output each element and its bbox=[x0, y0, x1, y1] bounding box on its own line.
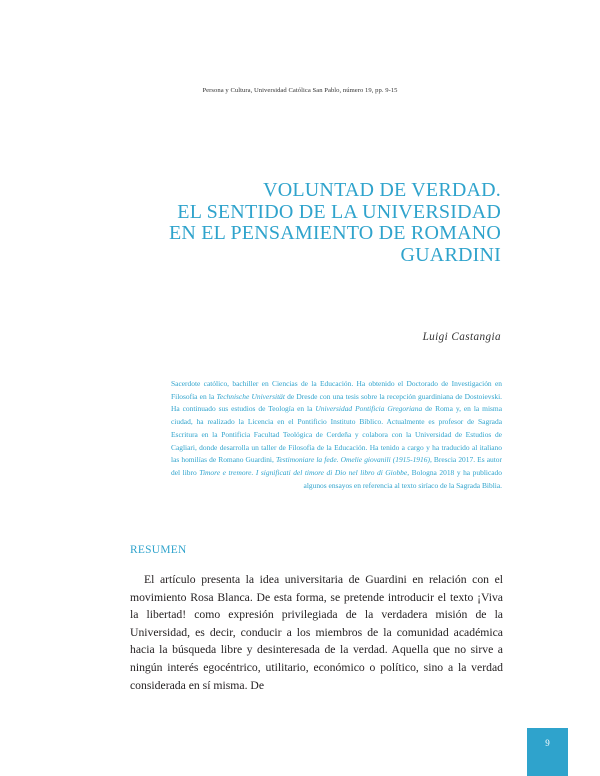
article-title bbox=[81, 180, 501, 266]
title-line-1: VOLUNTAD DE VERDAD. bbox=[263, 179, 501, 201]
bio-text-4: , Brescia 2017. Es autor del libro bbox=[171, 455, 502, 477]
title-line-3: EN EL PENSAMIENTO DE ROMANO bbox=[168, 222, 501, 244]
abstract-text: El artículo presenta la idea universitaria de Guardini en relación con el movimiento Rosa Blanca. De esta forma, se pretende introducir el texto ¡Viva la libertad! como expresión privilegiada de la verdadera misión de la Universidad, es decir, conducir a los miembros de la comunidad académica hacia la búsqueda libre y desinteresada de la verdad. Aquella que no sirve a ningún interés egocéntrico, utilitario, económico o político, sino a la verdad considerada en sí misma. De bbox=[130, 573, 503, 692]
bio-university-dresden: Technische Universität bbox=[216, 391, 285, 401]
running-header: Persona y Cultura, Universidad Católica San Pablo, número 19, pp. 9-15 bbox=[202, 87, 398, 94]
abstract-heading: RESUMEN bbox=[130, 544, 187, 556]
page-number: 9 bbox=[545, 738, 550, 748]
author-name: Luigi Castangia bbox=[422, 331, 501, 343]
bio-text-1: Sacerdote católico, bachiller en Ciencias de la Educación. Ha obtenido el Doctorado de Investigación en Filosofía en la bbox=[171, 379, 502, 401]
bio-text-3: de Roma y, en la misma ciudad, ha realizado la Licencia en el Pontificio Instituto Bíblico. Actualmente es profesor de Sagrada Escritura en la Pontificia Facultad Teológica de Cerdeña y colabora con la Universidad de Estudios de Cagliari, donde desarrolla un taller de Filosofía de la Educación. Ha tenido a cargo y ha traducido al italiano las homilías de Romano Guardini, bbox=[171, 404, 502, 465]
bio-book-2: Timore e tremore. I significati del timore di Dio nel libro di Giobbe bbox=[199, 467, 408, 477]
bio-university-gregoriana: Universidad Pontificia Gregoriana bbox=[315, 404, 423, 414]
bio-text-5: , Bologna 2018 y ha publicado algunos ensayos en referencia al texto siríaco de la Sagrada Biblia. bbox=[303, 467, 502, 490]
title-line-2: EL SENTIDO DE LA UNIVERSIDAD bbox=[177, 200, 501, 223]
bio-book-1: Testimoniare la fede. Omelie giovanili (1915-1916) bbox=[275, 455, 430, 465]
title-line-4: GUARDINI bbox=[400, 243, 501, 266]
abstract-paragraph bbox=[130, 571, 503, 694]
author-bio bbox=[171, 378, 502, 492]
page-number-box bbox=[527, 728, 568, 776]
bio-text-2: de Dresde con una tesis sobre la recepción guardiniana de Dostoievski. Ha continuado sus estudios de Teología en la bbox=[171, 391, 502, 414]
